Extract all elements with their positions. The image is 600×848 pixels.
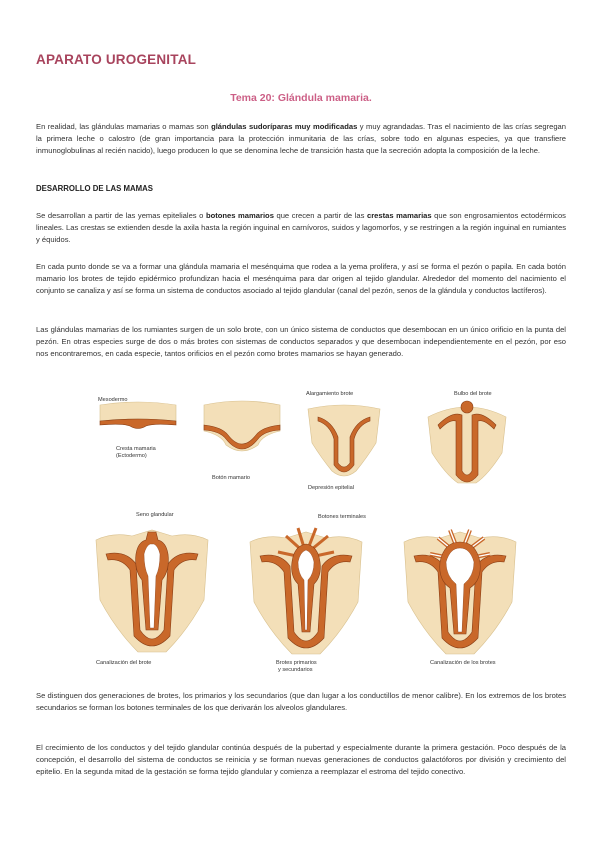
label-bulbo-brote: Bulbo del brote <box>454 391 492 397</box>
label-boton-mamario: Botón mamario <box>212 475 250 481</box>
label-cresta-mamaria: Cresta mamaria <box>116 446 156 452</box>
figure-development-row-1 <box>36 385 566 505</box>
illustration-cresta-mamaria <box>98 399 178 439</box>
label-ectodermo: (Ectodermo) <box>116 453 147 459</box>
section-heading: DESARROLLO DE LAS MAMAS <box>36 184 153 193</box>
label-canalizacion-brote: Canalización del brote <box>96 660 152 666</box>
paragraph-development: Se desarrollan a partir de las yemas epiteliales o botones mamarios que crecen a partir de las crestas mamarias que son engrosamientos ectodérmicos lineales. Las crestas se extienden desde la axila hasta la región inguinal en carnívoros, suidos y lagomorfos, y se restringen a la región inguinal en rumiantes y équidos. <box>36 211 566 245</box>
label-y-secundarios: y secundarios <box>278 667 313 673</box>
label-brotes-primarios: Brotes primarios <box>276 660 317 666</box>
label-depresion-epitelial: Depresión epitelial <box>308 485 355 491</box>
topic-title: Tema 20: Glándula mamaria. <box>230 92 372 104</box>
label-botones-terminales: Botones terminales <box>318 514 366 520</box>
paragraph-ruminants: Las glándulas mamarias de los rumiantes surgen de un solo brote, con un único sistema de conductos que desembocan en un único orificio en la punta del pezón. En otras especies surge de dos o más brotes con sistemas de conductos separados y que desembocan independientemente en el pezón, por eso nos encontraremos, en cada especie, tantos orificios en el pezón como brotes mamarios se hayan generado. <box>36 325 566 359</box>
illustration-canalizacion-brote <box>92 520 212 655</box>
label-alargamiento-brote: Alargamiento brote <box>306 391 354 397</box>
intro-paragraph: En realidad, las glándulas mamarias o mamas son glándulas sudoríparas muy modificadas y muy agrandadas. Tras el nacimiento de las crías segregan la primera leche o calostro (de gran importancia para la protección inmunitaria de las crías, sobre todo en algunas especies, ya que transfiere inmunoglobulinas al recién nacido), luego producen lo que se denomina leche de transición hasta que la secreción adopta la composición de la leche. <box>36 122 566 156</box>
illustration-bulbo-brote <box>422 397 512 487</box>
illustration-alargamiento-brote <box>304 399 384 479</box>
document-title: APARATO UROGENITAL <box>36 52 197 67</box>
paragraph-nipple-formation: En cada punto donde se va a formar una glándula mamaria el mesénquima que rodea a la yema prolifera, y así se forma el pezón o papila. En cada botón mamario los brotes de tejido epidérmico profundizan hacia el mesénquima para dar origen al tejido glandular. Alrededor del momento del nacimiento el conjunto se canaliza y así se forma un sistema de conductos asociado al tejido glandular (canal del pezón, senos de la glándula y conductos lactíferos). <box>36 262 566 296</box>
paragraph-growth: El crecimiento de los conductos y del tejido glandular continúa después de la pubertad y especialmente durante la primera gestación. Poco después de la concepción, el desarrollo del sistema de conductos se reinicia y se forman nuevas generaciones de conductos galactóforos por división y crecimiento del epitelio. En la segunda mitad de la gestación se forma tejido glandular y comienza a reemplazar el estroma del tejido conectivo. <box>36 743 566 777</box>
label-seno-glandular: Seno glandular <box>136 512 174 518</box>
illustration-brotes-primarios <box>246 522 366 657</box>
paragraph-generations: Se distinguen dos generaciones de brotes, los primarios y los secundarios (que dan lugar a los conductillos de menor calibre). En los extremos de los brotes secundarios se forman los botones terminales de los que derivarán los alveolos glandulares. <box>36 691 566 713</box>
illustration-canalizacion-brotes <box>400 522 520 657</box>
illustration-boton-mamario <box>202 397 282 457</box>
figure-development-row-2 <box>36 510 566 680</box>
label-canalizacion-brotes: Canalización de los brotes <box>430 660 496 666</box>
label-mesodermo: Mesodermo <box>98 397 128 403</box>
